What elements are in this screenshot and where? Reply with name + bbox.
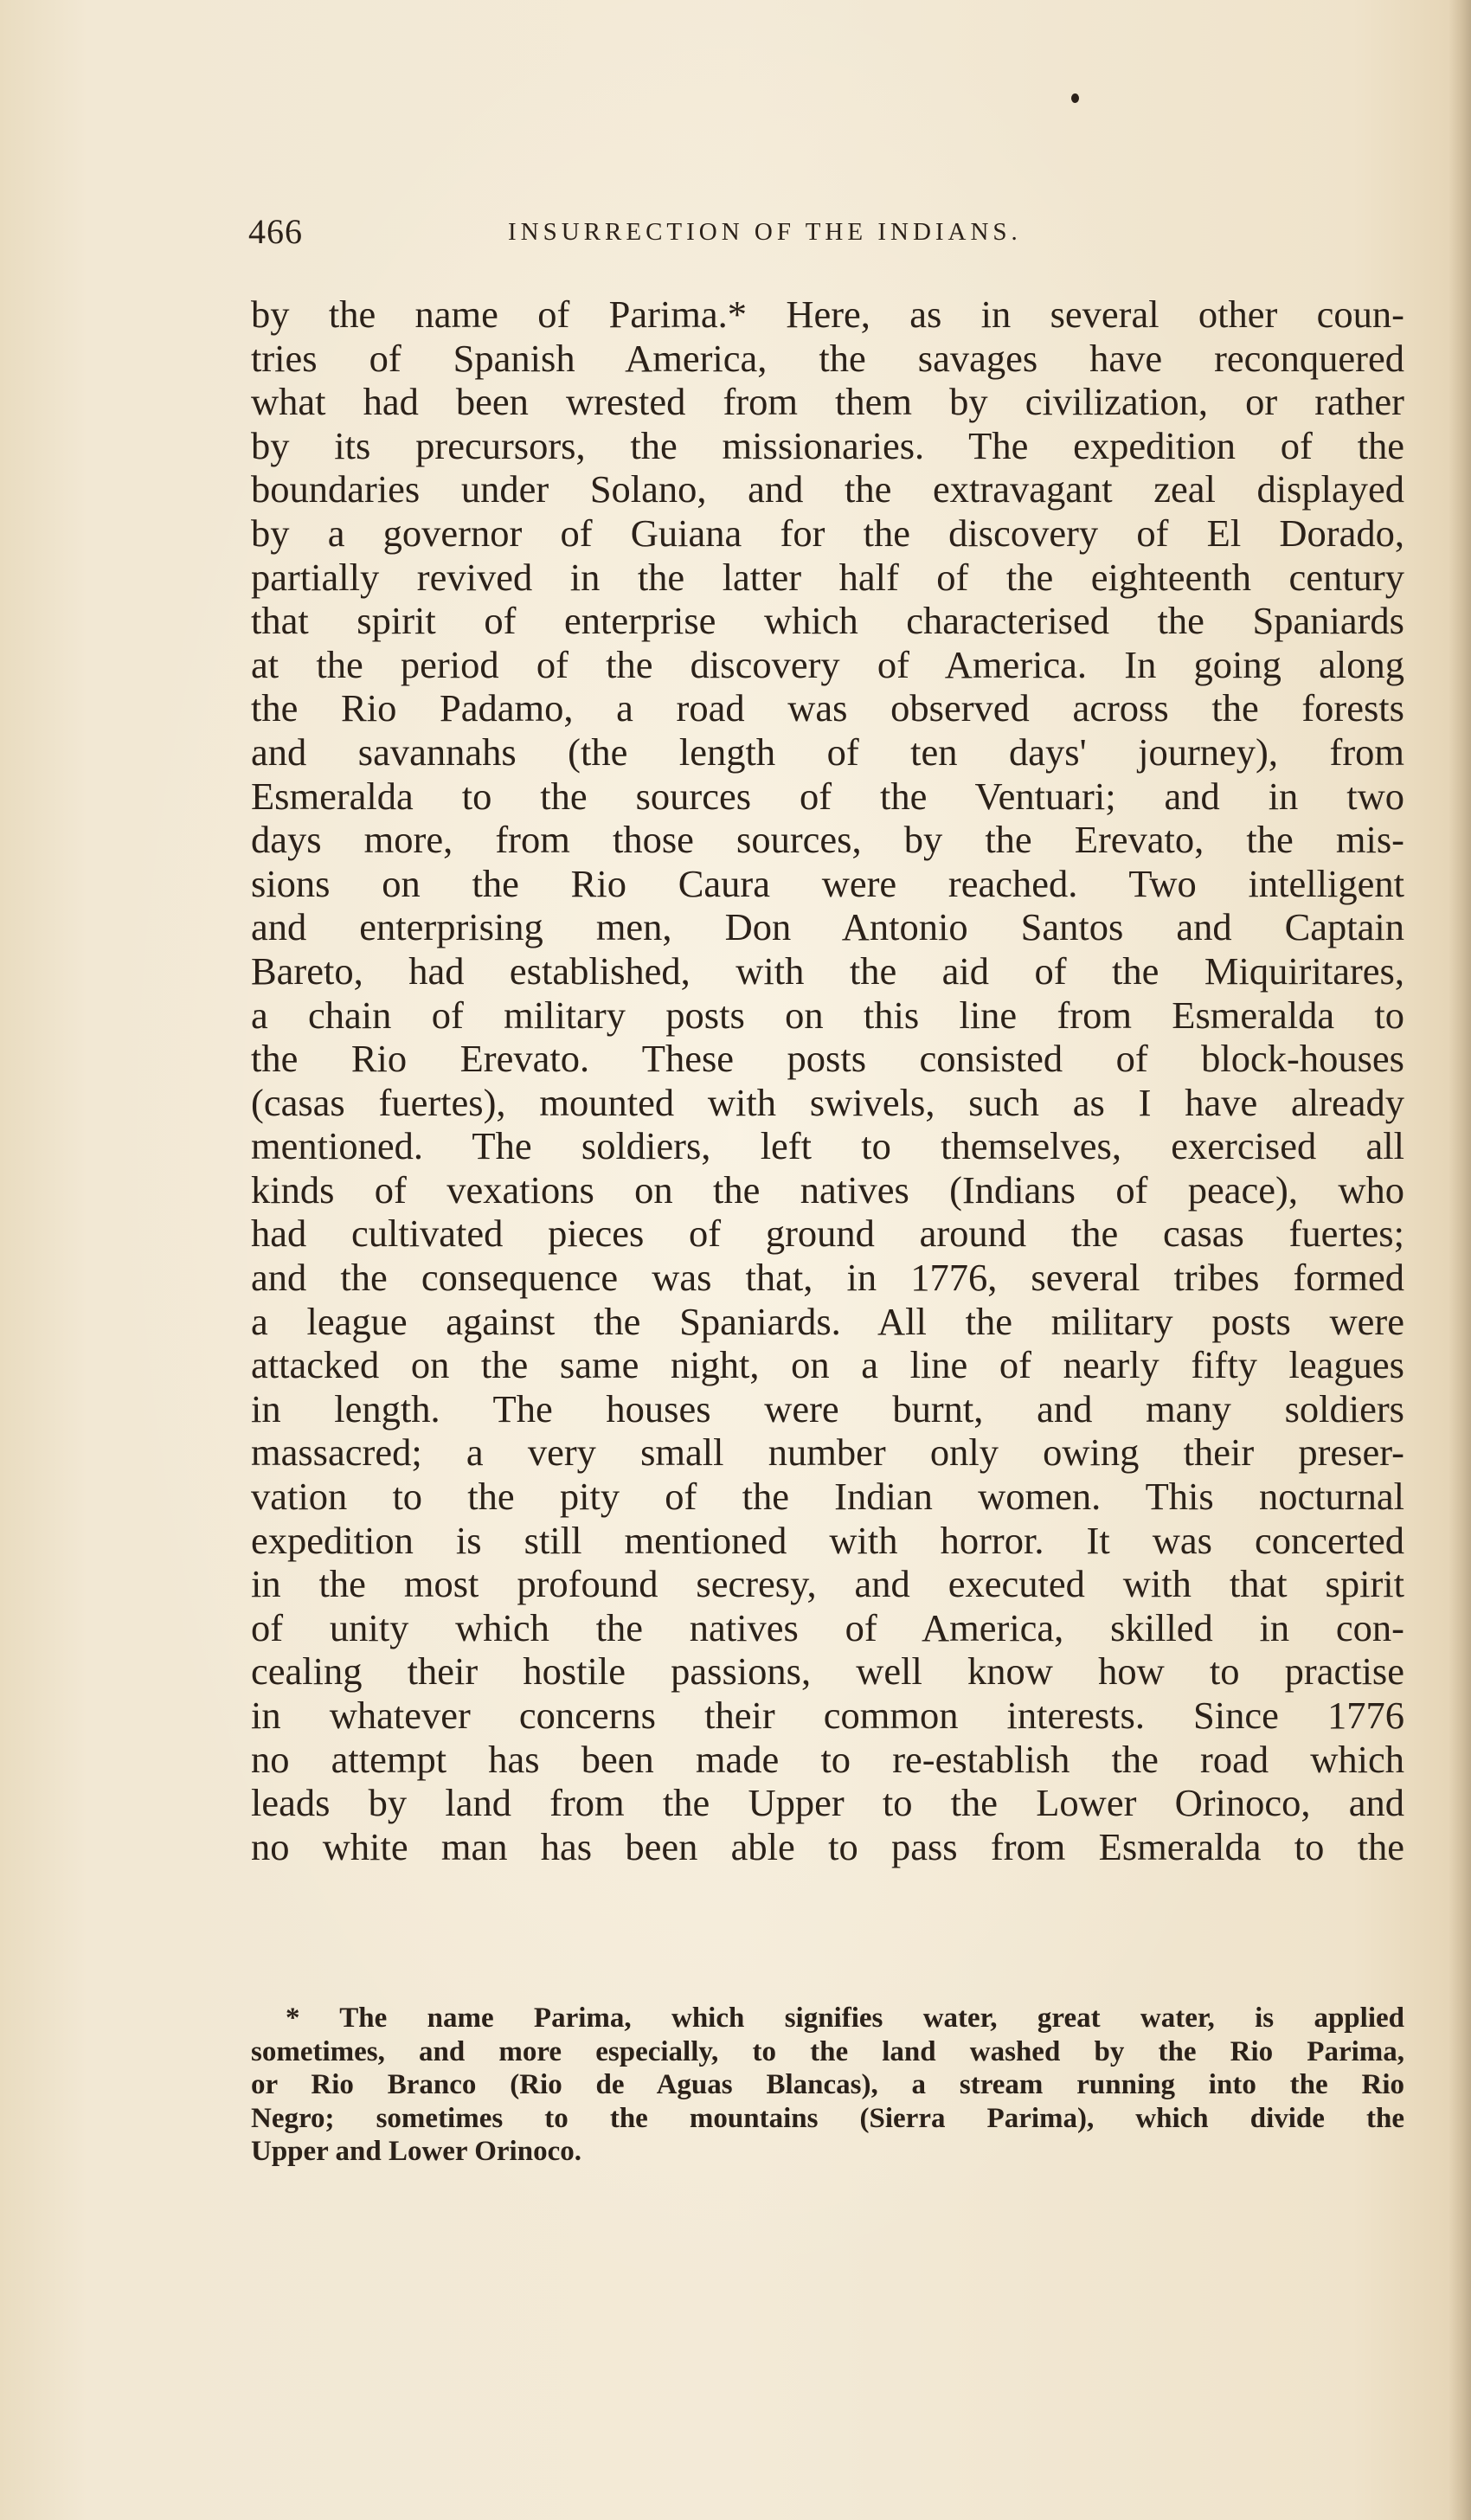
text-line: and savannahs (the length of ten days' journey), from xyxy=(251,730,1404,774)
text-line: and enterprising men, Don Antonio Santos and Captain xyxy=(251,905,1404,949)
text-line: that spirit of enterprise which characterised the Spaniards xyxy=(251,599,1404,643)
text-line: no white man has been able to pass from Esmeralda to the xyxy=(251,1824,1404,1868)
text-line: and the consequence was that, in 1776, several tribes formed xyxy=(251,1256,1404,1300)
text-line: had cultivated pieces of ground around the casas fuertes; xyxy=(251,1212,1404,1256)
page-edge-shadow xyxy=(1449,0,1471,2520)
footnote-line: * The name Parima, which signifies water, great water, is applied xyxy=(286,2002,1404,2034)
text-line: by its precursors, the missionaries. The expedition of the xyxy=(251,423,1404,467)
text-line: the Rio Erevato. These posts consisted of block-houses xyxy=(251,1037,1404,1081)
footnote-line: Upper and Lower Orinoco. xyxy=(251,2136,581,2167)
footnote-line: sometimes, and more especially, to the land washed by the Rio Parima, xyxy=(251,2035,1404,2067)
text-line: Esmeralda to the sources of the Ventuari; and in two xyxy=(251,774,1404,818)
text-line: what had been wrested from them by civilization, or rather xyxy=(251,380,1404,424)
text-line: sions on the Rio Caura were reached. Two intelligent xyxy=(251,861,1404,905)
text-line: in length. The houses were burnt, and many soldiers xyxy=(251,1386,1404,1430)
footnote-line: Negro; sometimes to the mountains (Sierra Parima), which divide the xyxy=(251,2102,1404,2134)
footnote-line: or Rio Branco (Rio de Aguas Blancas), a stream running into the Rio xyxy=(251,2069,1404,2100)
text-line: by a governor of Guiana for the discovery of El Dorado, xyxy=(251,511,1404,555)
text-line: in whatever concerns their common interests. Since 1776 xyxy=(251,1694,1404,1737)
text-line: of unity which the natives of America, skilled in con- xyxy=(251,1605,1404,1649)
text-line: cealing their hostile passions, well know how to practise xyxy=(251,1649,1404,1694)
text-line: days more, from those sources, by the Erevato, the mis- xyxy=(251,818,1404,862)
text-line: tries of Spanish America, the savages have reconquered xyxy=(251,336,1404,380)
text-line: mentioned. The soldiers, left to themselves, exercised all xyxy=(251,1124,1404,1168)
text-line: boundaries under Solano, and the extravagant zeal displayed xyxy=(251,467,1404,511)
text-line: attacked on the same night, on a line of nearly fifty leagues xyxy=(251,1343,1404,1387)
text-line: no attempt has been made to re-establish the road which xyxy=(251,1737,1404,1781)
text-line: Bareto, had established, with the aid of the Miquiritares, xyxy=(251,948,1404,993)
ink-speck xyxy=(1071,93,1079,103)
page-number: 466 xyxy=(248,212,303,251)
text-line: vation to the pity of the Indian women. This nocturnal xyxy=(251,1475,1404,1519)
text-line: (casas fuertes), mounted with swivels, such as I have already xyxy=(251,1080,1404,1124)
body-text xyxy=(251,292,1404,1868)
text-line: leads by land from the Upper to the Lower Orinoco, and xyxy=(251,1781,1404,1825)
text-line: massacred; a very small number only owing their preser- xyxy=(251,1430,1404,1475)
page-header xyxy=(248,211,1157,263)
text-line: a league against the Spaniards. All the military posts were xyxy=(251,1299,1404,1343)
running-head: INSURRECTION OF THE INDIANS. xyxy=(508,218,1022,246)
text-line: partially revived in the latter half of the eighteenth century xyxy=(251,555,1404,599)
text-line: in the most profound secresy, and executed with that spirit xyxy=(251,1562,1404,1606)
text-line: a chain of military posts on this line from Esmeralda to xyxy=(251,993,1404,1037)
text-line: kinds of vexations on the natives (Indians of peace), who xyxy=(251,1167,1404,1212)
text-line: at the period of the discovery of America. In going along xyxy=(251,642,1404,686)
text-line: by the name of Parima.* Here, as in several other coun- xyxy=(251,292,1404,336)
footnote xyxy=(251,2002,1404,2169)
text-line: expedition is still mentioned with horror. It was concerted xyxy=(251,1518,1404,1562)
text-line: the Rio Padamo, a road was observed across the forests xyxy=(251,686,1404,730)
